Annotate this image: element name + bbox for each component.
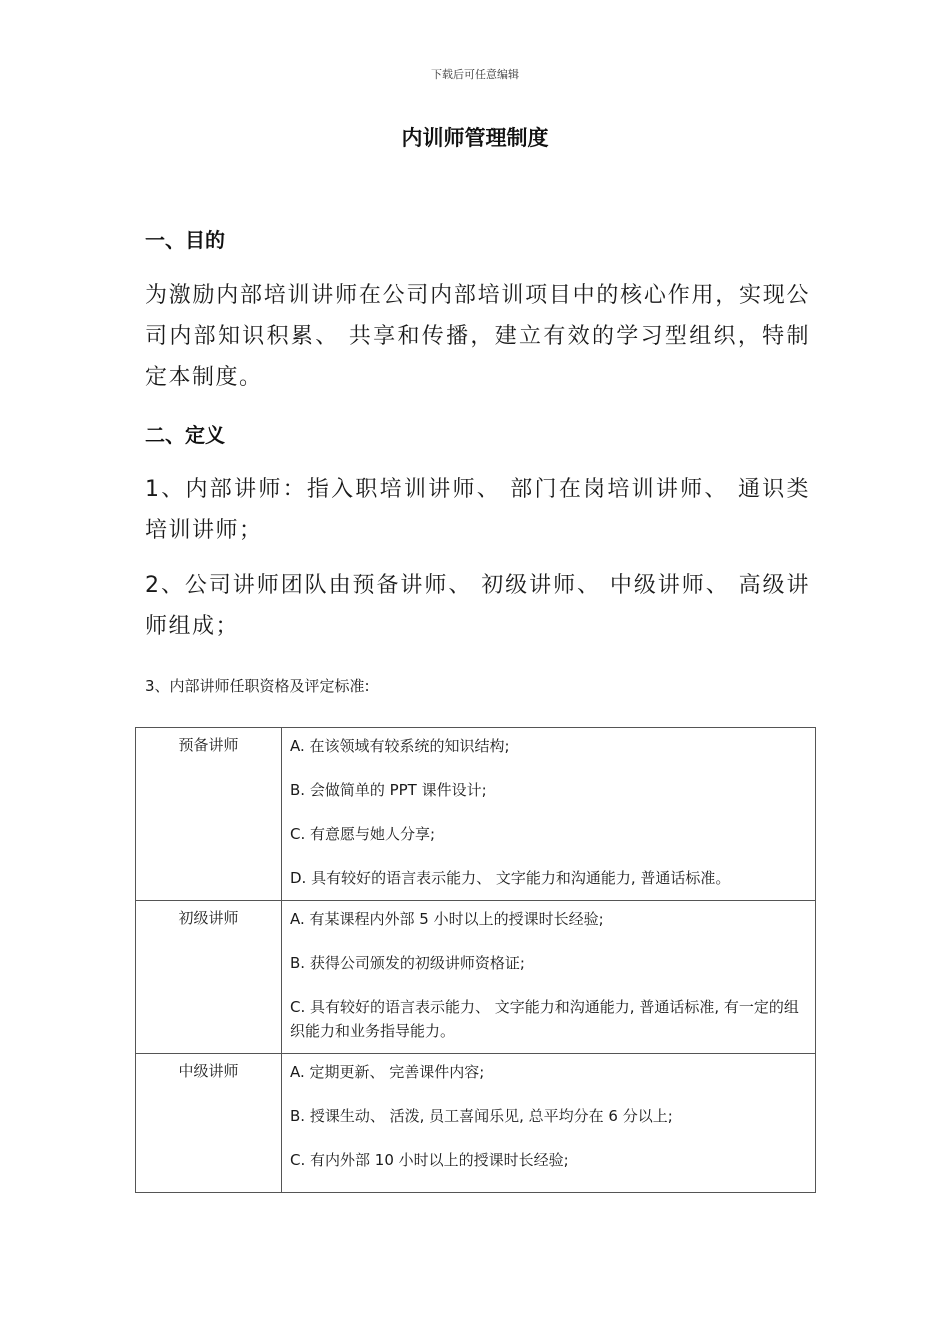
section-heading-purpose: 一、目的 bbox=[145, 228, 225, 252]
section-heading-definition: 二、定义 bbox=[145, 423, 225, 447]
criterion-item: B. 授课生动、 活泼, 员工喜闻乐见, 总平均分在 6 分以上; bbox=[290, 1107, 673, 1125]
criterion-item: D. 具有较好的语言表示能力、 文字能力和沟通能力, 普通话标准。 bbox=[290, 869, 731, 887]
criterion-item: A. 有某课程内外部 5 小时以上的授课时长经验; bbox=[290, 910, 604, 928]
definition-item-1: 1、内部讲师：指入职培训讲师、 部门在岗培训讲师、 通识类培训讲师； bbox=[145, 477, 810, 543]
level-cell: 中级讲师 bbox=[136, 1054, 282, 1193]
criteria-cell bbox=[282, 1054, 816, 1193]
criterion-item: C. 有意愿与她人分享; bbox=[290, 825, 436, 843]
table-row bbox=[136, 728, 816, 901]
criteria-cell bbox=[282, 901, 816, 1054]
definition-item-2: 2、公司讲师团队由预备讲师、 初级讲师、 中级讲师、 高级讲师组成； bbox=[145, 573, 810, 639]
level-cell: 初级讲师 bbox=[136, 901, 282, 1054]
table-row bbox=[136, 901, 816, 1054]
page-title: 内训师管理制度 bbox=[401, 126, 549, 150]
criterion-item: B. 会做简单的 PPT 课件设计; bbox=[290, 781, 487, 799]
criterion-item: C. 有内外部 10 小时以上的授课时长经验; bbox=[290, 1151, 569, 1169]
level-cell: 预备讲师 bbox=[136, 728, 282, 901]
table-row bbox=[136, 1054, 816, 1193]
criterion-item: B. 获得公司颁发的初级讲师资格证; bbox=[290, 954, 525, 972]
qualification-table bbox=[135, 727, 816, 1193]
criterion-item: A. 在该领域有较系统的知识结构; bbox=[290, 737, 510, 755]
purpose-paragraph: 为激励内部培训讲师在公司内部培训项目中的核心作用，实现公司内部知识积累、 共享和传播，建立有效的学习型组织，特制定本制度。 bbox=[145, 283, 810, 390]
criterion-item: C. 具有较好的语言表示能力、 文字能力和沟通能力, 普通话标准, 有一定的组织能力和业务指导能力。 bbox=[290, 998, 799, 1040]
criteria-cell bbox=[282, 728, 816, 901]
header-note: 下载后可任意编辑 bbox=[431, 68, 519, 81]
definition-item-3: 3、内部讲师任职资格及评定标准: bbox=[145, 677, 370, 695]
criterion-item: A. 定期更新、 完善课件内容; bbox=[290, 1063, 485, 1081]
